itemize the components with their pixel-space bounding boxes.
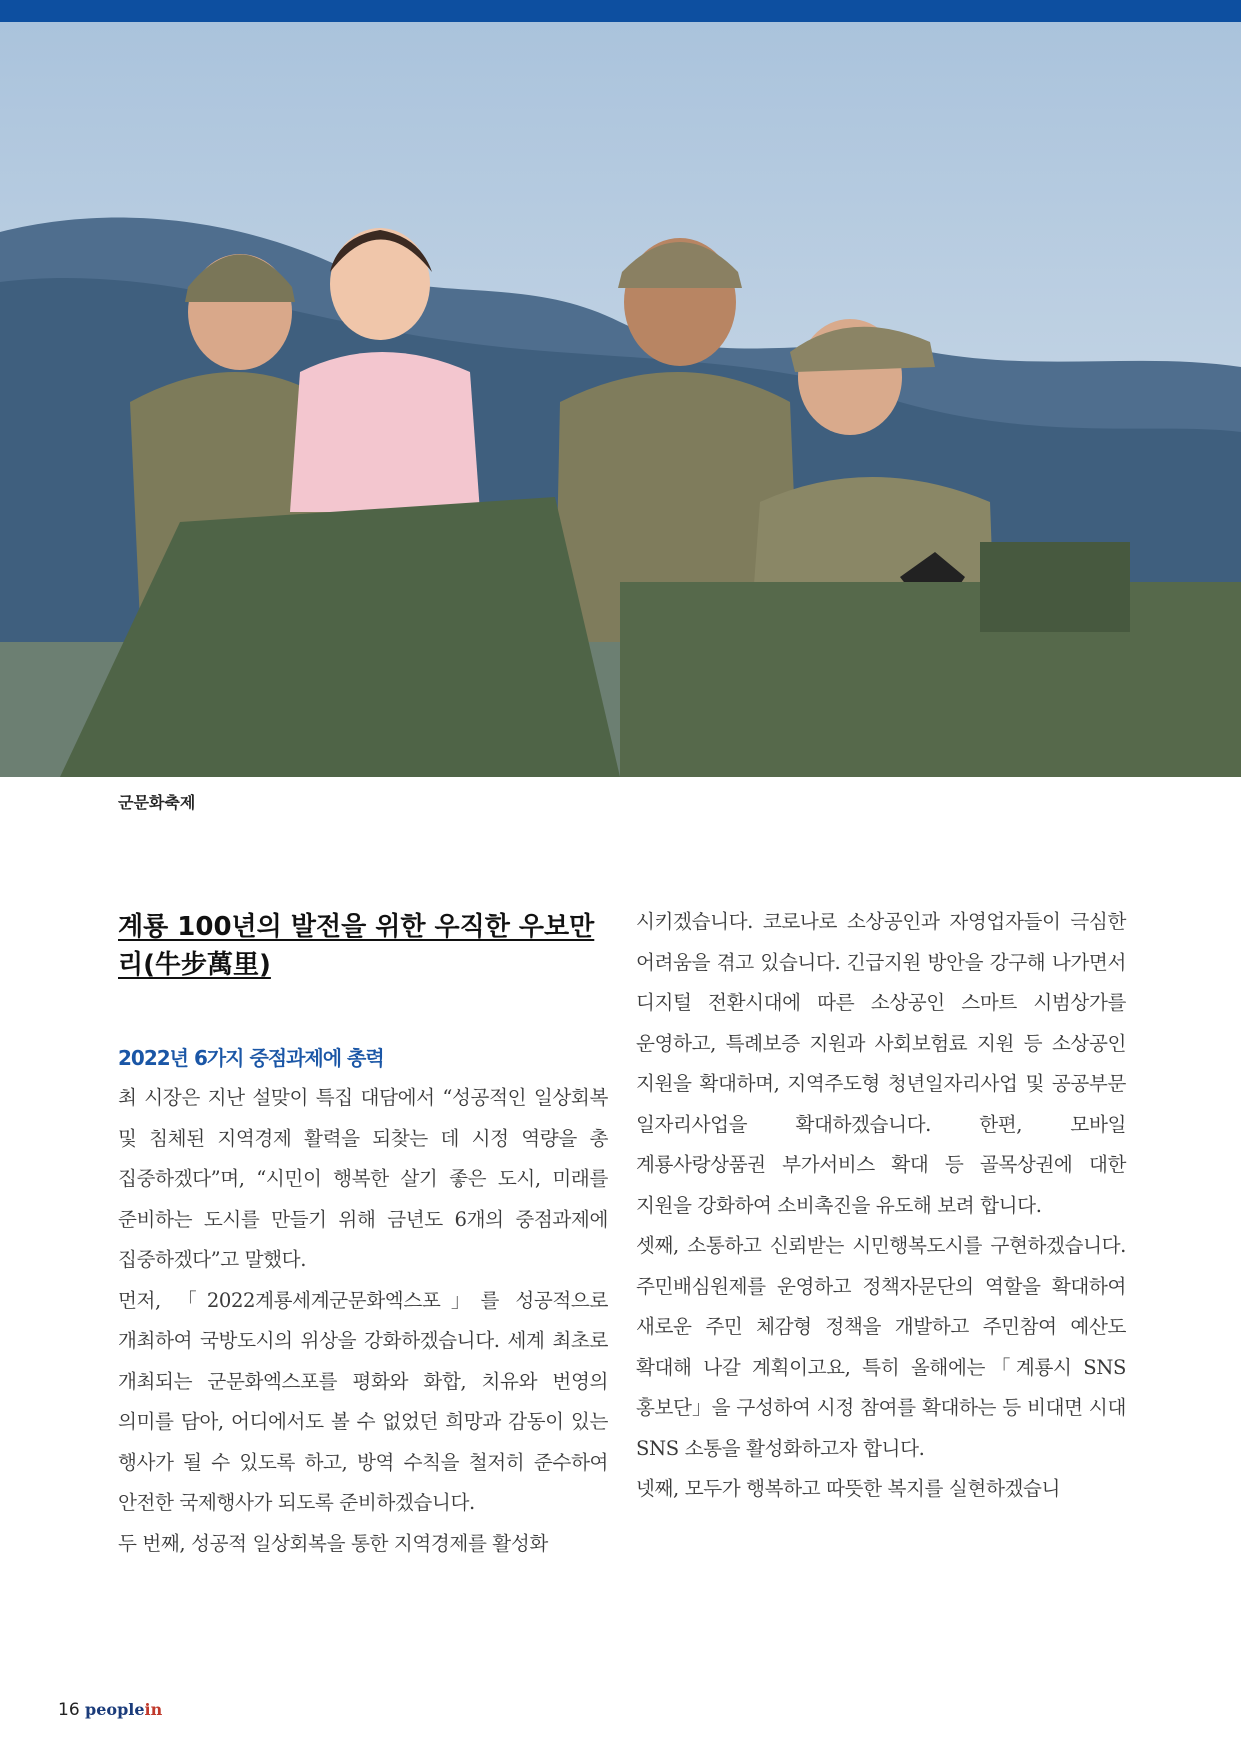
photo-caption: 군문화축제 [118,793,196,812]
page-number: 16 [58,1700,80,1720]
vehicle-hatch [980,542,1130,632]
left-paragraph-1: 최 시장은 지난 설맞이 특집 대담에서 “성공적인 일상회복 및 침체된 지역경제 활력을 되찾는 데 시정 역량을 총 집중하겠다”며, “시민이 행복한 살기 좋은 도시, 미래를 준비하는 도시를 만들기 위해 금년도 6개의 중점과제에 집중하겠다”고 말했다. [118,1086,608,1271]
article-title: 계룡 100년의 발전을 위한 우직한 우보만리(牛步萬里) [118,912,595,980]
article-left-column [118,908,608,1564]
magazine-logo [85,1700,162,1719]
right-paragraph-3: 넷째, 모두가 행복하고 따뜻한 복지를 실현하겠습니 [636,1477,1061,1500]
logo-text: people [85,1700,145,1719]
girl-top [290,352,480,512]
left-paragraph-3: 두 번째, 성공적 일상회복을 통한 지역경제를 활성화 [118,1531,548,1555]
logo-suffix: in [144,1700,163,1719]
top-color-bar [0,0,1241,22]
festival-photo [0,22,1241,777]
article-subhead: 2022년 6가지 중점과제에 총력 [118,1046,384,1070]
right-paragraph-2: 셋째, 소통하고 신뢰받는 시민행복도시를 구현하겠습니다. 주민배심원제를 운영하고 정책자문단의 역할을 확대하여 새로운 주민 체감형 정책을 개발하고 주민참여 예산도 확대해 나갈 계획이고요, 특히 올해에는「계룡시 SNS 홍보단」을 구성하여 시정 참여를 확대하는 등 비대면 시대 SNS 소통을 활성화하고자 합니다. [636,1234,1126,1460]
left-paragraph-2: 먼저, 「2022계룡세계군문화엑스포」를 성공적으로 개최하여 국방도시의 위상을 강화하겠습니다. 세계 최초로 개최되는 군문화엑스포를 평화와 화합, 치유와 번영의 의미를 담아, 어디에서도 볼 수 없었던 희망과 감동이 있는 행사가 될 수 있도록 하고, 방역 수칙을 철저히 준수하여 안전한 국제행사가 되도록 준비하겠습니다. [118,1288,608,1514]
article-right-column [636,908,1126,1510]
page-footer [58,1700,162,1720]
vehicle-body [620,582,1241,777]
girl-head [330,228,430,340]
right-paragraph-1: 시키겠습니다. 코로나로 소상공인과 자영업자들이 극심한 어려움을 겪고 있습니다. 긴급지원 방안을 강구해 나가면서 디지털 전환시대에 따른 소상공인 스마트 시범상가를 운영하고, 특례보증 지원과 사회보험료 지원 등 소상공인 지원을 확대하며, 지역주도형 청년일자리사업 및 공공부문 일자리사업을 확대하겠습니다. 한편, 모바일 계룡사랑상품권 부가서비스 확대 등 골목상권에 대한 지원을 강화하여 소비촉진을 유도해 보려 합니다. [636,910,1126,1217]
